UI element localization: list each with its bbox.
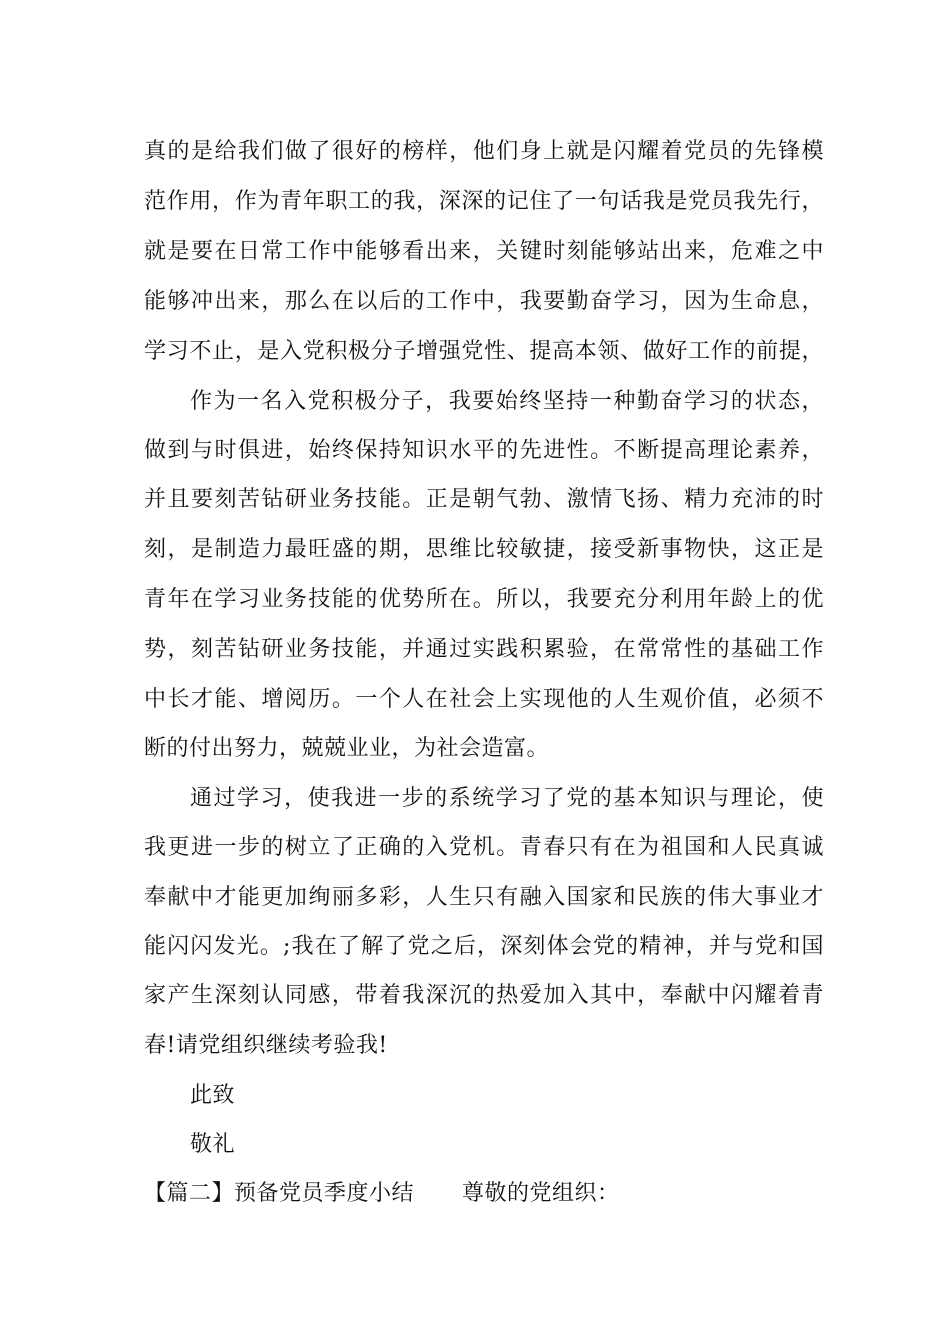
paragraph-1-line-1: 真的是给我们做了很好的榜样，他们身上就是闪耀着党员的先锋模 xyxy=(144,139,824,164)
paragraph-2-line-5: 青年在学习业务技能的优势所在。所以，我要充分利用年龄上的优 xyxy=(144,587,824,612)
paragraph-1-line-5: 学习不止，是入党积极分子增强党性、提高本领、做好工作的前提， xyxy=(144,339,824,364)
closing-line-1: 此致 xyxy=(190,1083,236,1108)
section-title: 【篇二】预备党员季度小结 xyxy=(144,1181,415,1206)
paragraph-3-line-3: 奉献中才能更加绚丽多彩，人生只有融入国家和民族的伟大事业才 xyxy=(144,885,824,910)
paragraph-2-line-8: 断的付出努力，兢兢业业，为社会造富。 xyxy=(144,736,550,761)
paragraph-2-line-1: 作为一名入党积极分子，我要始终坚持一种勤奋学习的状态， xyxy=(190,389,824,414)
paragraph-3-line-6: 春!请党组织继续考验我! xyxy=(144,1033,388,1058)
paragraph-2-line-3: 并且要刻苦钻研业务技能。正是朝气勃、激情飞扬、精力充沛的时 xyxy=(144,487,824,512)
paragraph-3-line-5: 家产生深刻认同感，带着我深沉的热爱加入其中，奉献中闪耀着青 xyxy=(144,983,824,1008)
paragraph-2-line-7: 中长才能、增阅历。一个人在社会上实现他的人生观价值，必须不 xyxy=(144,687,824,712)
paragraph-2-line-4: 刻，是制造力最旺盛的期，思维比较敏捷，接受新事物快，这正是 xyxy=(144,537,824,562)
paragraph-3-line-4: 能闪闪发光。;我在了解了党之后，深刻体会党的精神，并与党和国 xyxy=(144,934,824,959)
paragraph-1-line-4: 能够冲出来，那么在以后的工作中，我要勤奋学习，因为生命息， xyxy=(144,289,824,314)
paragraph-3-line-2: 我更进一步的树立了正确的入党机。青春只有在为祖国和人民真诚 xyxy=(144,835,824,860)
section-heading xyxy=(144,1180,620,1208)
paragraph-2-line-2: 做到与时俱进，始终保持知识水平的先进性。不断提高理论素养， xyxy=(144,438,824,463)
paragraph-3-line-1: 通过学习，使我进一步的系统学习了党的基本知识与理论，使 xyxy=(190,786,824,811)
paragraph-2-line-6: 势，刻苦钻研业务技能，并通过实践积累验，在常常性的基础工作 xyxy=(144,637,824,662)
paragraph-1-line-2: 范作用，作为青年职工的我，深深的记住了一句话我是党员我先行， xyxy=(144,189,824,214)
paragraph-1-line-3: 就是要在日常工作中能够看出来，关键时刻能够站出来，危难之中 xyxy=(144,239,824,264)
closing-line-2: 敬礼 xyxy=(190,1132,236,1157)
section-salutation: 尊敬的党组织： xyxy=(462,1181,620,1206)
